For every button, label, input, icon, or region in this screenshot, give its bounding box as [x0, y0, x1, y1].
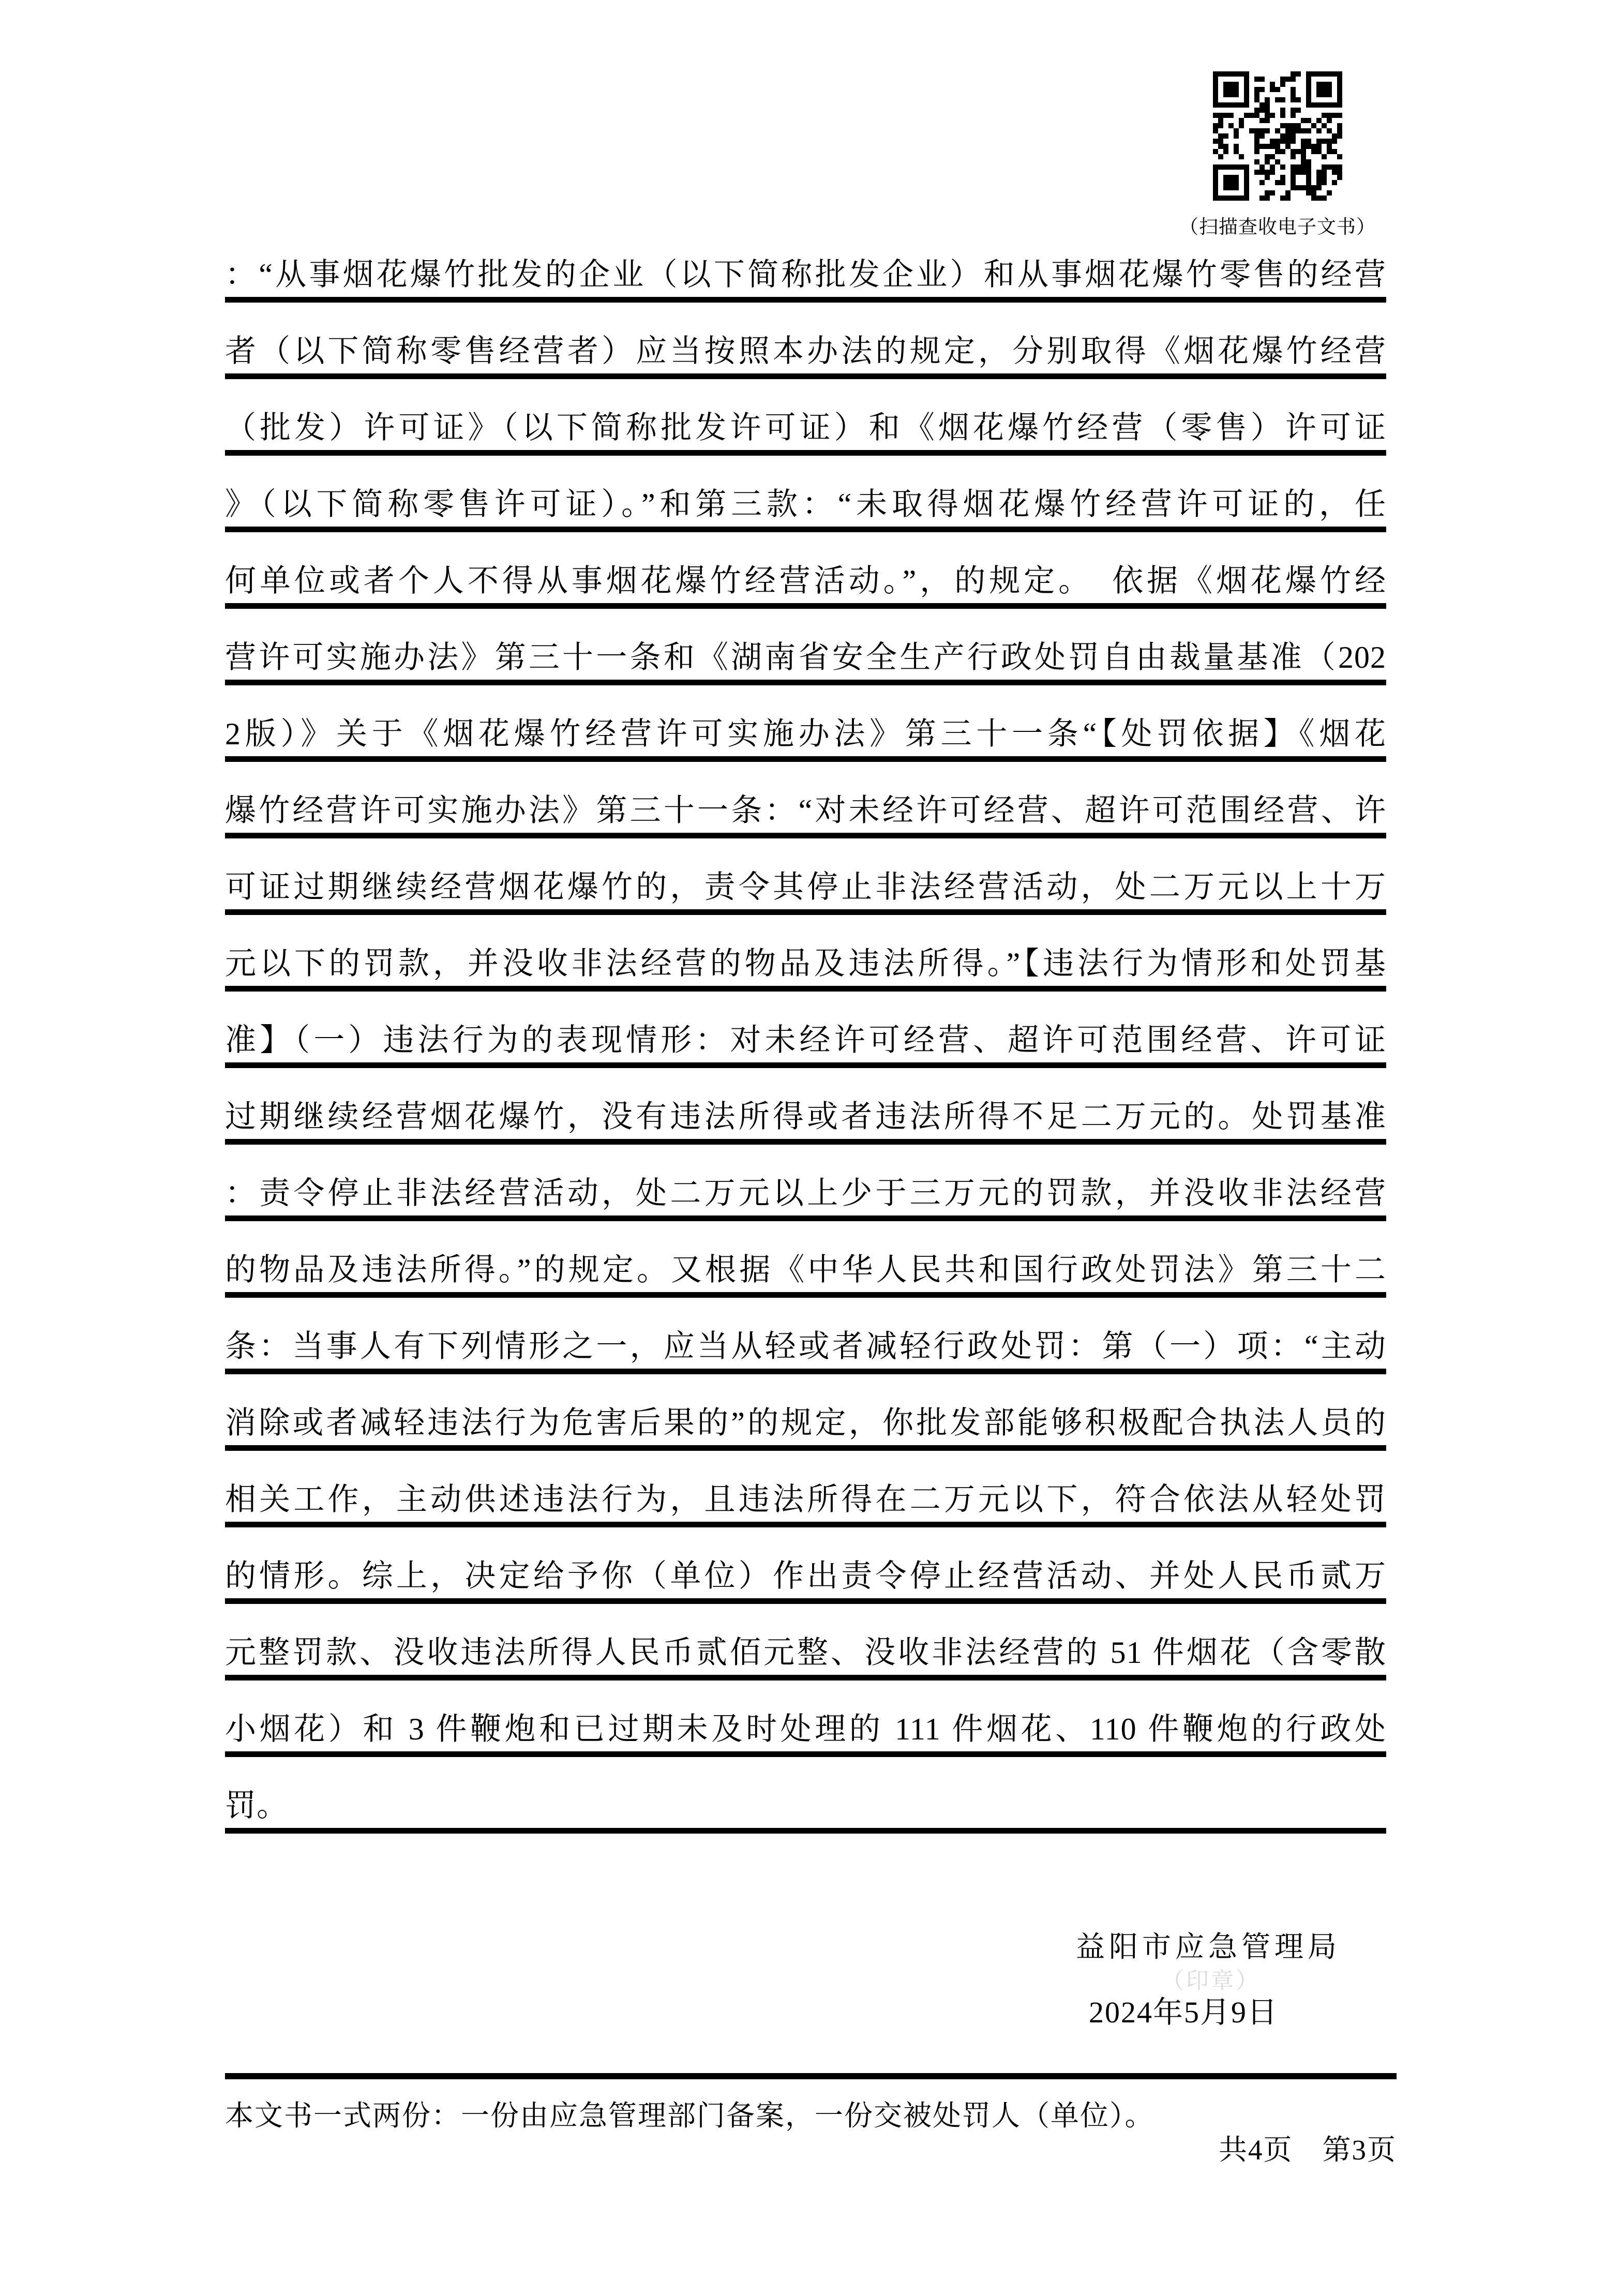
text-line: 准】（一）违法行为的表现情形：对未经许可经营、超许可范围经营、许可证: [225, 992, 1386, 1068]
text-line: ：“从事烟花爆竹批发的企业（以下简称批发企业）和从事烟花爆竹零售的经营: [225, 226, 1386, 303]
qr-caption: （扫描查收电子文书）: [1179, 217, 1376, 238]
text-line: 》（以下简称零售许可证）。”和第三款：“未取得烟花爆竹经营许可证的，任: [225, 456, 1386, 532]
text-line: 条：当事人有下列情形之一，应当从轻或者减轻行政处罚：第（一）项：“主动: [225, 1298, 1386, 1374]
agency-signature: 益阳市应急管理局: [1076, 1931, 1341, 1963]
text-line: 2版）》关于《烟花爆竹经营许可实施办法》第三十一条“【处罚依据】《烟花: [225, 685, 1386, 762]
text-line: 小烟花）和 3 件鞭炮和已过期未及时处理的 111 件烟花、110 件鞭炮的行政处: [225, 1680, 1386, 1757]
text-line: 相关工作，主动供述违法行为，且违法所得在二万元以下，符合依法从轻处罚: [225, 1451, 1386, 1527]
text-line: 爆竹经营许可实施办法》第三十一条：“对未经许可经营、超许可范围经营、许: [225, 762, 1386, 838]
text-line: 营许可实施办法》第三十一条和《湖南省安全生产行政处罚自由裁量基准（202: [225, 609, 1386, 685]
text-line: 可证过期继续经营烟花爆竹的，责令其停止非法经营活动，处二万元以上十万: [225, 838, 1386, 915]
text-line: 的物品及违法所得。”的规定。又根据《中华人民共和国行政处罚法》第三十二: [225, 1221, 1386, 1298]
page-number: 共4页 第3页: [1218, 2134, 1397, 2166]
footer-divider: [225, 2073, 1397, 2079]
text-line: 的情形。综上，决定给予你（单位）作出责令停止经营活动、并处人民币贰万: [225, 1527, 1386, 1604]
qr-code: [1213, 71, 1342, 201]
body-text: [225, 226, 1386, 1834]
text-line: 何单位或者个人不得从事烟花爆竹经营活动。”，的规定。 依据《烟花爆竹经: [225, 532, 1386, 609]
text-line: 消除或者减轻违法行为危害后果的”的规定，你批发部能够积极配合执法人员的: [225, 1374, 1386, 1451]
text-line: 者（以下简称零售经营者）应当按照本办法的规定，分别取得《烟花爆竹经营: [225, 303, 1386, 379]
text-line: 过期继续经营烟花爆竹，没有违法所得或者违法所得不足二万元的。处罚基准: [225, 1068, 1386, 1145]
text-line: ：责令停止非法经营活动，处二万元以上少于三万元的罚款，并没收非法经营: [225, 1145, 1386, 1221]
footer-note: 本文书一式两份：一份由应急管理部门备案，一份交被处罚人（单位）。: [225, 2100, 1154, 2132]
text-line: 罚。: [225, 1757, 1386, 1834]
signature-date: 2024年5月9日: [1089, 1995, 1279, 2029]
text-line: 元整罚款、没收违法所得人民币贰佰元整、没收非法经营的 51 件烟花（含零散: [225, 1604, 1386, 1680]
text-line: 元以下的罚款，并没收非法经营的物品及违法所得。”【违法行为情形和处罚基: [225, 915, 1386, 992]
text-line: （批发）许可证》（以下简称批发许可证）和《烟花爆竹经营（零售）许可证: [225, 379, 1386, 456]
seal-note: （印章）: [1161, 1968, 1261, 1993]
